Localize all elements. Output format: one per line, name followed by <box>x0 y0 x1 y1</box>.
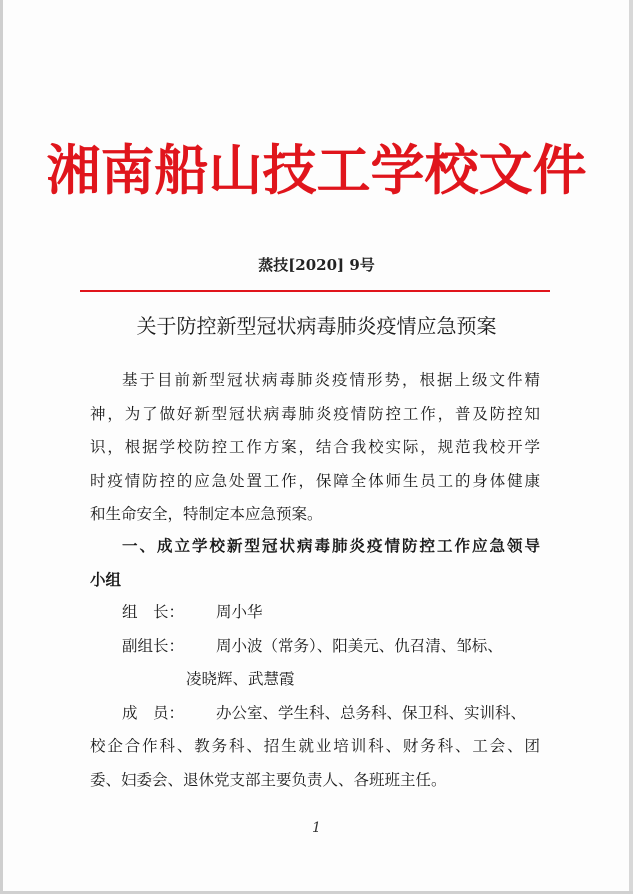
deputy-role-label: 副组长： <box>122 636 185 655</box>
member-row <box>90 697 540 731</box>
document-number: 蒸技[2020] 9号 <box>258 256 375 274</box>
deputy-names-2: 凌晓辉、武慧霞 <box>186 670 295 688</box>
intro-line-5: 和生命安全，特制定本应急预案。 <box>90 505 323 523</box>
deputy-names-1: 周小波（常务）、阳美元、仇召清、邹标、 <box>216 636 503 655</box>
members-line-3: 委、妇委会、退休党支部主要负责人、各班班主任。 <box>90 770 447 789</box>
intro-line-4: 时疫情防控的应急处置工作，保障全体师生员工的身体健康 <box>90 471 540 490</box>
issuer-title: 湘南船山技工学校文件 <box>46 138 587 202</box>
leader-role-label: 组 长： <box>122 603 185 621</box>
intro-line-1: 基于目前新型冠状病毒肺炎疫情形势，根据上级文件精 <box>122 371 540 389</box>
red-header-rule <box>80 290 550 292</box>
intro-line-3: 识，根据学校防控工作方案，结合我校实际，规范我校开学 <box>90 438 540 456</box>
leader-name: 周小华 <box>216 603 263 621</box>
intro-paragraph <box>90 364 540 532</box>
member-role-label: 成 员： <box>122 703 185 722</box>
members-line-1: 办公室、学生科、总务科、保卫科、实训科、 <box>216 703 527 722</box>
page-number: 1 <box>312 820 321 836</box>
scan-edge-left <box>0 0 3 894</box>
deputy-row-cont <box>90 663 540 697</box>
intro-line-2: 神，为了做好新型冠状病毒肺炎疫情防控工作，普及防控知 <box>90 404 540 423</box>
deputy-row <box>90 630 540 664</box>
leader-row <box>90 596 540 630</box>
document-subject: 关于防控新型冠状病毒肺炎疫情应急预案 <box>136 314 497 338</box>
leadership-list <box>90 596 540 797</box>
section-1-heading-line-2: 小组 <box>90 570 122 589</box>
members-line-2: 校企合作科、教务科、招生就业培训科、财务科、工会、团 <box>90 737 540 755</box>
section-1-heading-line-1: 一、成立学校新型冠状病毒肺炎疫情防控工作应急领导 <box>122 537 540 555</box>
section-1-heading <box>90 530 540 597</box>
scan-edge-right <box>629 0 633 894</box>
